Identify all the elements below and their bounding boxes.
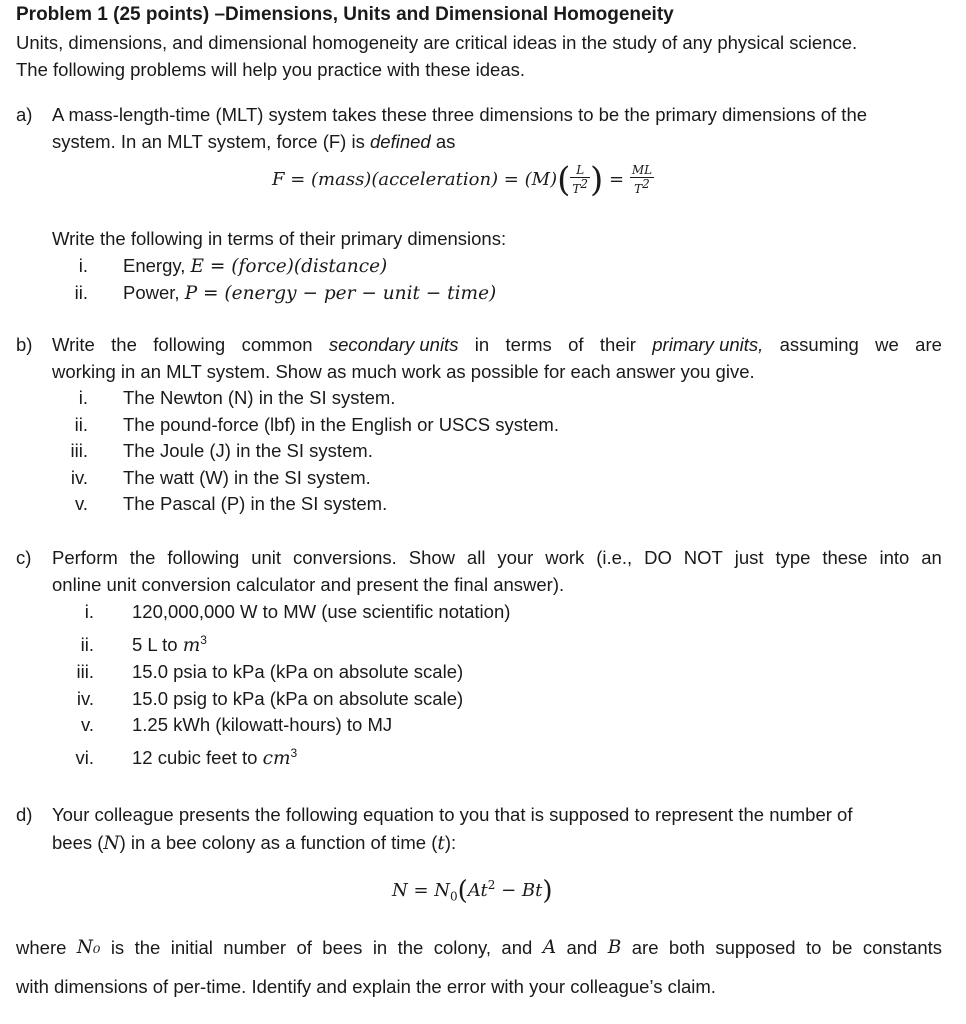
bee-equation: $N = N_0(At^2 - Bt)$	[392, 876, 553, 906]
part-c-line-1: Perform the following unit conversions. Show all your work (i.e., DO NOT just type these into an	[52, 547, 942, 568]
part-a-line-1: A mass-length-time (MLT) system takes these three dimensions to be the primary dimensions of the	[52, 104, 868, 125]
list-item: i. Energy, E = (force)(distance)	[78, 255, 388, 277]
problem-title: Problem 1 (25 points) –Dimensions, Units and Dimensional Homogeneity	[16, 4, 674, 25]
part-d-label: d)	[16, 804, 33, 825]
part-d-where-line: where N₀ is the initial number of bees in the colony, and A and B are both supposed to be constants	[16, 937, 942, 958]
list-item: vi. 12 cubic feet to $cm^3$	[75, 746, 298, 770]
intro-line-1: Units, dimensions, and dimensional homogeneity are critical ideas in the study of any physical science.	[16, 32, 858, 53]
list-item: v. The Pascal (P) in the SI system.	[74, 493, 388, 514]
list-item: iv. The watt (W) in the SI system.	[70, 467, 371, 488]
part-b-line-1: Write the following common secondary units in terms of their primary units, assuming we are	[52, 334, 942, 355]
part-d-last-line: with dimensions of per-time. Identify and explain the error with your colleague’s claim.	[16, 976, 716, 997]
list-item: ii. 5 L to $m^3$	[80, 633, 207, 657]
part-a-line-2: system. In an MLT system, force (F) is defined as	[52, 131, 456, 152]
list-item: iii. The Joule (J) in the SI system.	[70, 440, 373, 461]
list-item: ii. Power, P = (energy − per − unit − time)	[74, 282, 497, 304]
part-d-line-2: bees (N) in a bee colony as a function of time (t):	[52, 832, 457, 854]
part-b-line-2: working in an MLT system. Show as much work as possible for each answer you give.	[52, 361, 755, 382]
part-d-line-1: Your colleague presents the following equation to you that is supposed to represent the number of	[52, 804, 853, 825]
part-b-label: b)	[16, 334, 33, 355]
part-a-write-intro: Write the following in terms of their primary dimensions:	[52, 228, 507, 249]
part-c-label: c)	[16, 547, 32, 568]
list-item: i. The Newton (N) in the SI system.	[78, 387, 396, 408]
list-item: iii. 15.0 psia to kPa (kPa on absolute scale)	[76, 661, 464, 682]
intro-line-2: The following problems will help you practice with these ideas.	[16, 59, 526, 80]
list-item: i. 120,000,000 W to MW (use scientific notation)	[84, 601, 511, 622]
force-equation: F = (mass)(acceleration) = (M)( $\frac{L}{T^2}$ ) = $\frac{ML}{T^2}$	[272, 160, 653, 200]
list-item: ii. The pound-force (lbf) in the English or USCS system.	[74, 414, 559, 435]
part-a-label: a)	[16, 104, 33, 125]
part-c-line-2: online unit conversion calculator and present the final answer).	[52, 574, 565, 595]
list-item: iv. 15.0 psig to kPa (kPa on absolute scale)	[76, 688, 464, 709]
list-item: v. 1.25 kWh (kilowatt-hours) to MJ	[80, 714, 393, 735]
